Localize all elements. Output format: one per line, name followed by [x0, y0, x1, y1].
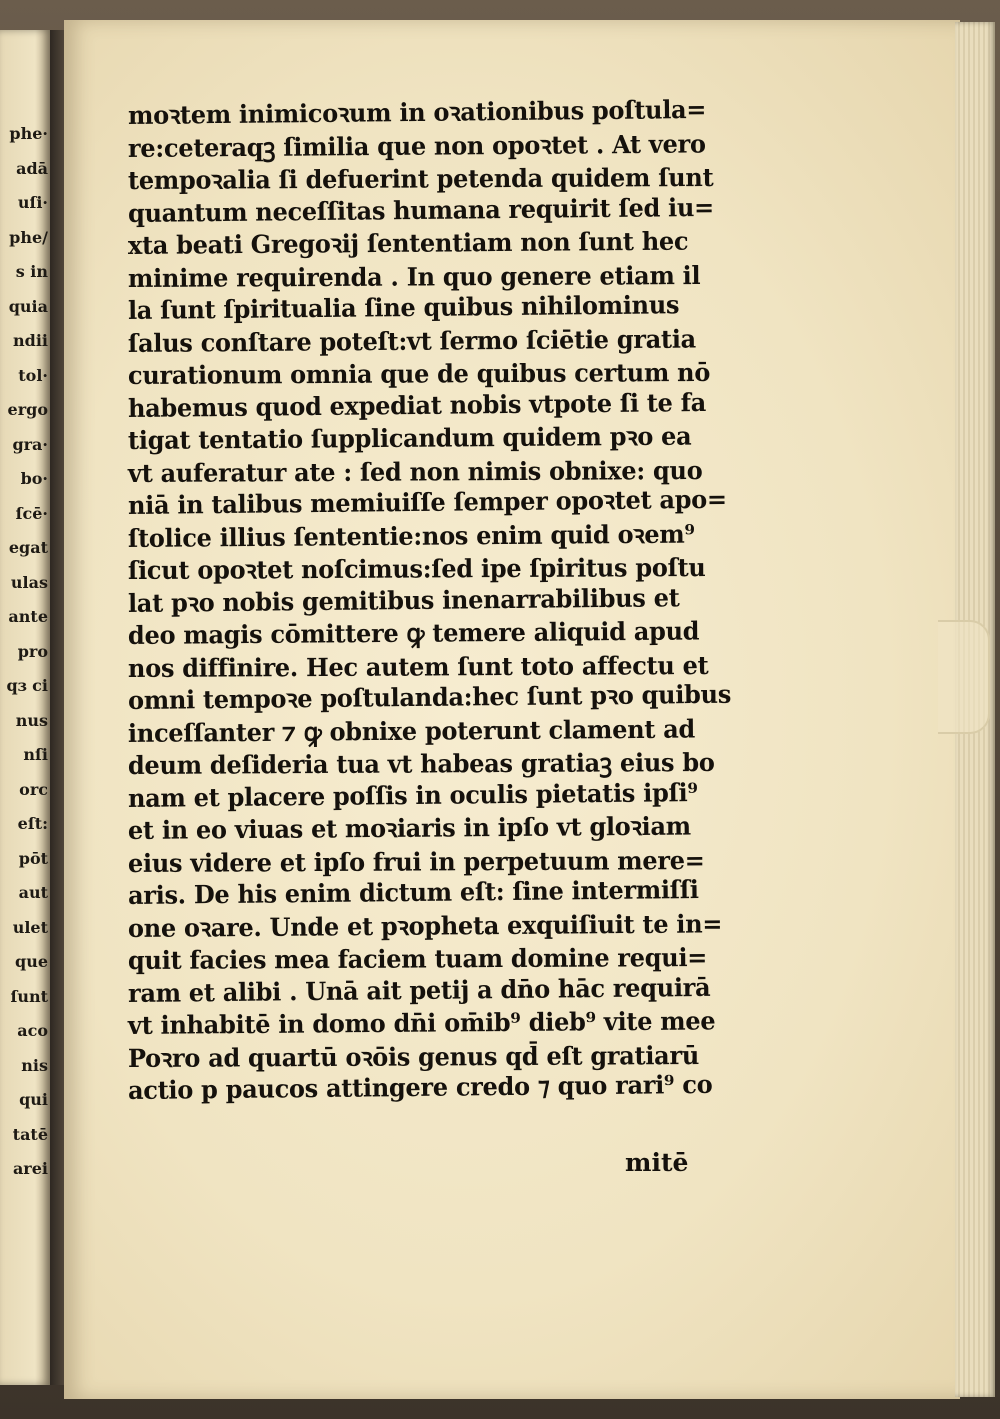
- left-page-fragment: quia: [8, 297, 48, 316]
- left-page-fragment: ulet: [12, 918, 48, 937]
- left-page-fragment: nus: [15, 711, 48, 730]
- left-page-fragment: ergo: [7, 401, 48, 419]
- left-page-fragment: pōt: [18, 849, 48, 868]
- text-line: deum deſideria tua vt habeas gratiaꝫ eius bo: [127, 747, 715, 780]
- text-line: habemus quod expediat nobis vtpote ſi te fa: [127, 387, 707, 423]
- left-page-fragment: nis: [21, 1056, 48, 1075]
- text-line: niā in talibus memiuiſſe ſemper opoꝛtet apo=: [127, 484, 727, 520]
- left-page-fragment: ndii: [13, 332, 48, 350]
- left-page-fragment: adā: [16, 159, 48, 178]
- left-page-fragment: arei: [12, 1160, 48, 1178]
- left-page-fragment: qui: [19, 1091, 48, 1109]
- text-line: tempoꝛalia ſi defuerint petenda quidem ſunt: [127, 162, 714, 195]
- text-line: quit facies mea faciem tuam domine requi=: [127, 942, 708, 975]
- left-page-fragment: nſi: [23, 746, 48, 764]
- text-line: omni tempoꝛe poſtulanda:hec ſunt pꝛo quibus: [127, 679, 732, 715]
- text-line: aris. De his enim dictum eſt: ſine intermiſſi: [127, 875, 699, 910]
- left-page-fragment: tol·: [18, 366, 48, 385]
- text-line: curationum omnia que de quibus certum nō: [127, 357, 711, 390]
- catchword: mitē: [625, 1148, 689, 1177]
- left-page-fragment: gra·: [12, 435, 48, 454]
- left-page-fragment: pro: [17, 642, 48, 661]
- text-line: ſalus conſtare poteſt:vt ſermo ſciētie gratia: [127, 324, 697, 358]
- text-line: xta beati Gregoꝛij ſententiam non ſunt hec: [127, 226, 689, 260]
- page-text-block: [127, 94, 768, 1108]
- left-page-fragment: ſcē·: [15, 504, 48, 523]
- left-page-fragment: orc: [19, 780, 48, 799]
- page-tab-marker: [938, 620, 990, 734]
- text-line: Poꝛro ad quartū oꝛōis genus qd̄ eſt gratiarū: [127, 1040, 700, 1073]
- text-line: tigat tentatio ſupplicandum quidem pꝛo ea: [127, 421, 692, 455]
- text-line: lat pꝛo nobis gemitibus inenarrabilibus et: [127, 582, 680, 618]
- left-page-fragment: que: [15, 953, 48, 971]
- text-line: minime requirenda . In quo genere etiam il: [127, 260, 701, 293]
- left-page-fragment: egat: [8, 539, 48, 557]
- previous-page-edge: [0, 30, 50, 1385]
- left-page-fragment: bo·: [20, 470, 48, 488]
- text-line: moꝛtem inimicoꝛum in oꝛationibus poſtula=: [127, 94, 707, 130]
- left-page-fragment: aco: [17, 1022, 48, 1040]
- text-line: re:ceteraqꝫ ſimilia que non opoꝛtet . At vero: [127, 128, 706, 163]
- text-line: one oꝛare. Unde et pꝛopheta exquiſiuit te in=: [127, 908, 723, 943]
- left-page-fragment: phe·: [9, 125, 48, 143]
- text-line: vt auferatur ate : ſed non nimis obnixe: quo: [127, 455, 703, 488]
- text-line: actio p paucos attingere credo ⁊ quo rari⁹ co: [127, 1069, 713, 1105]
- text-line: ſtolice illius ſententie:nos enim quid oꝛem⁹: [127, 519, 695, 553]
- left-page-fragment: phe/: [9, 228, 48, 247]
- left-page-fragment: uſi·: [17, 194, 48, 212]
- text-line: quantum neceſſitas humana requirit ſed iu=: [127, 192, 715, 228]
- text-line: vt inhabitē in domo dn̄i om̄ib⁹ dieb⁹ vite mee: [127, 1006, 716, 1040]
- left-page-fragment: qɜ ci: [6, 677, 48, 695]
- left-page-fragment: ulas: [10, 573, 48, 592]
- left-page-fragment: s in: [15, 263, 48, 281]
- left-page-fragment: aut: [18, 884, 48, 902]
- left-page-fragment: ſunt: [10, 987, 48, 1006]
- text-line: eius videre et ipſo frui in perpetuum mere=: [127, 845, 705, 878]
- text-line: et in eo viuas et moꝛiaris in ipſo vt gloꝛiam: [127, 811, 691, 845]
- text-line: deo magis cōmittere ꝙ temere aliquid apud: [127, 616, 700, 650]
- left-page-fragment: tatē: [12, 1125, 48, 1144]
- text-line: la ſunt ſpiritualia ſine quibus nihilominus: [127, 290, 680, 325]
- text-line: nam et placere poſſis in oculis pietatis ipſi⁹: [127, 777, 698, 813]
- text-line: nos diffinire. Hec autem ſunt toto affectu et: [127, 650, 709, 683]
- left-page-fragment: eſt:: [17, 815, 48, 833]
- text-line: inceſſanter ⁊ ꝙ obnixe poterunt clament ad: [127, 714, 696, 748]
- text-line: ſicut opoꝛtet noſcimus:ſed ipe ſpiritus poſtu: [127, 552, 706, 585]
- text-line: ram et alibi . Unā ait petij a dn̄o hāc requirā: [127, 972, 711, 1008]
- left-page-fragment: ante: [8, 608, 48, 626]
